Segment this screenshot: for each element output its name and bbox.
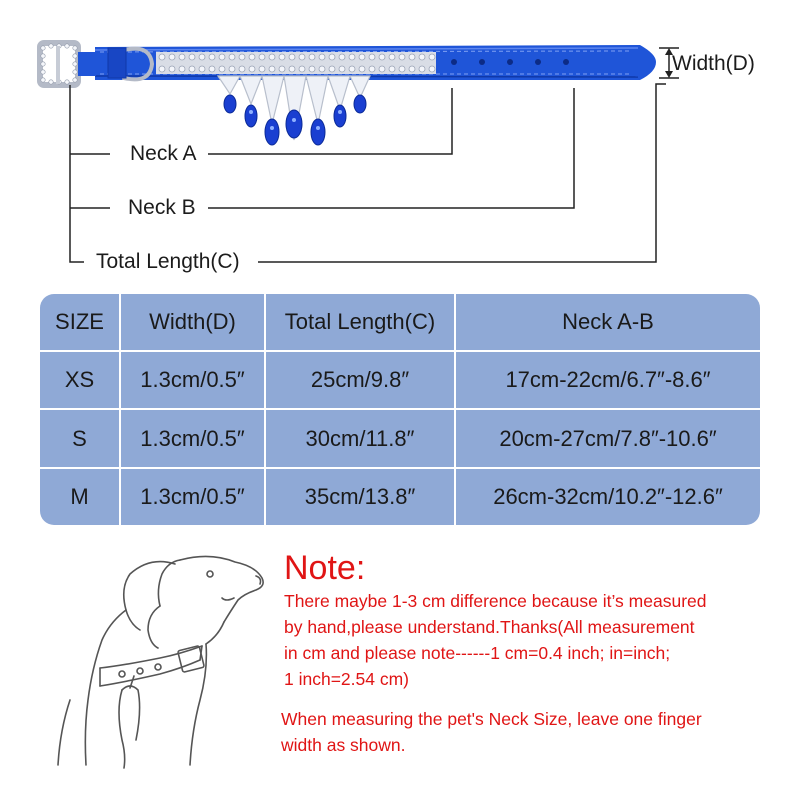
cell-size: S <box>40 409 120 468</box>
note-line: by hand,please understand.Thanks(All measurement <box>284 617 695 637</box>
table-row <box>40 409 760 468</box>
cell-size: XS <box>40 351 120 410</box>
cell-neck: 20cm-27cm/7.8″-10.6″ <box>455 409 760 468</box>
cell-neck: 26cm-32cm/10.2″-12.6″ <box>455 468 760 525</box>
table-row <box>40 468 760 525</box>
cell-total-length: 35cm/13.8″ <box>265 468 455 525</box>
tip-line: width as shown. <box>281 735 406 755</box>
header-total-length: Total Length(C) <box>265 294 455 351</box>
total-length-label: Total Length(C) <box>90 250 246 274</box>
size-table <box>40 294 760 525</box>
cell-total-length: 25cm/9.8″ <box>265 351 455 410</box>
cell-width: 1.3cm/0.5″ <box>120 351 265 410</box>
cell-total-length: 30cm/11.8″ <box>265 409 455 468</box>
measuring-tip <box>281 706 761 758</box>
note-line: There maybe 1-3 cm difference because it’s measured <box>284 591 707 611</box>
neck-a-label: Neck A <box>124 142 203 166</box>
neck-b-label: Neck B <box>122 196 202 220</box>
header-size: SIZE <box>40 294 120 351</box>
header-width: Width(D) <box>120 294 265 351</box>
table-row <box>40 351 760 410</box>
table-header-row <box>40 294 760 351</box>
note-line: in cm and please note------1 cm=0.4 inch; in=inch; <box>284 643 671 663</box>
header-neck: Neck A-B <box>455 294 760 351</box>
collar-image <box>0 0 800 290</box>
cell-width: 1.3cm/0.5″ <box>120 468 265 525</box>
dog-illustration <box>30 540 280 770</box>
cell-width: 1.3cm/0.5″ <box>120 409 265 468</box>
note-title: Note: <box>284 549 366 587</box>
note-line: 1 inch=2.54 cm) <box>284 669 409 689</box>
cell-neck: 17cm-22cm/6.7″-8.6″ <box>455 351 760 410</box>
tip-line: When measuring the pet's Neck Size, leave one finger <box>281 709 702 729</box>
note-body <box>284 588 764 692</box>
cell-size: M <box>40 468 120 525</box>
width-dimension-label: Width(D) <box>672 52 755 75</box>
